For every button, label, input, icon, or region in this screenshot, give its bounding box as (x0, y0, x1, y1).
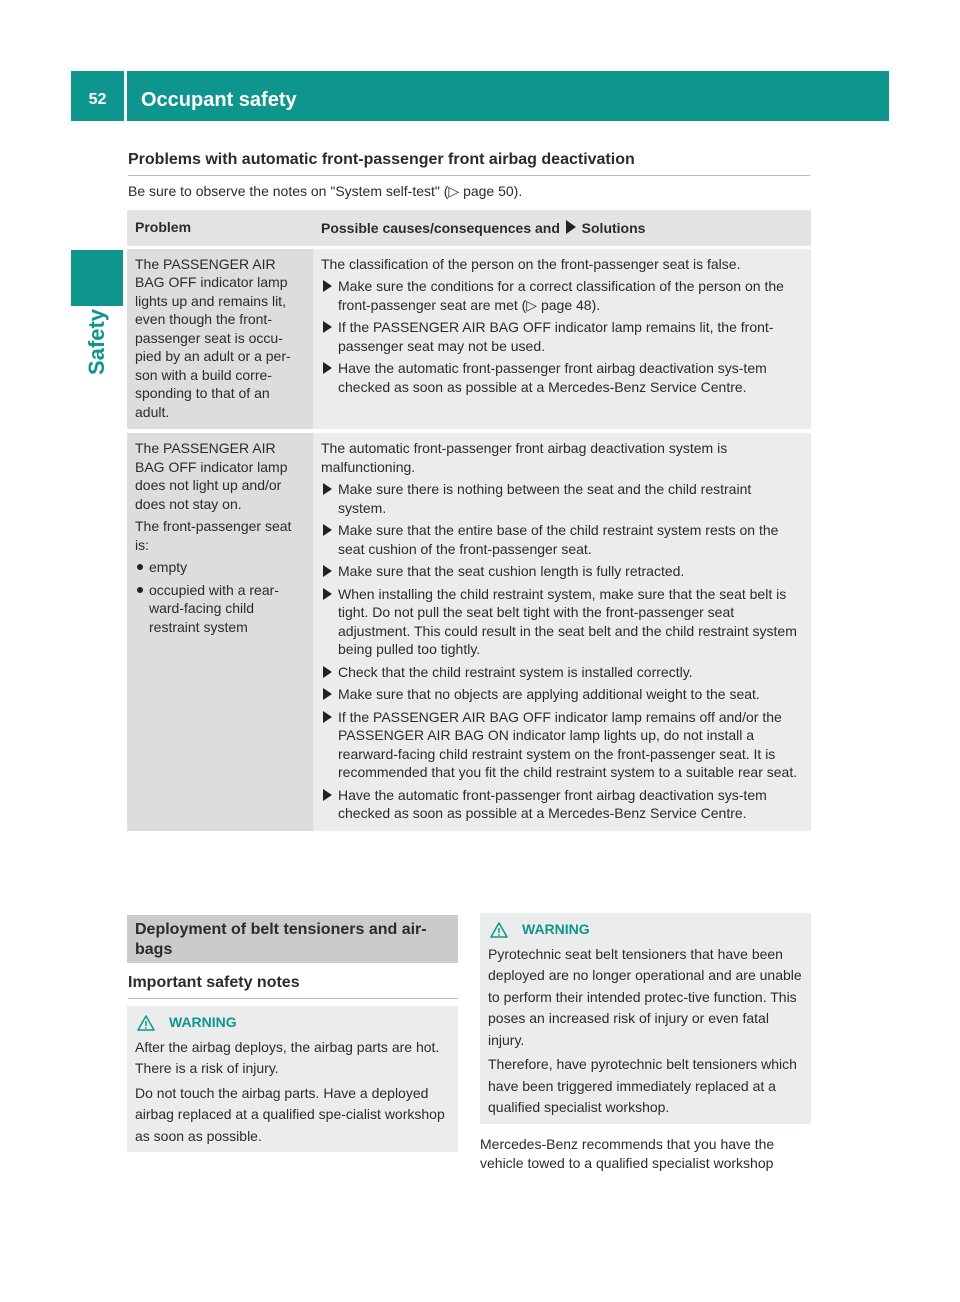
page-title: Problems with automatic front-passenger front airbag deactivation (128, 151, 810, 176)
solution-item (321, 685, 803, 704)
table-row (127, 433, 811, 831)
col-header-causes-text: Possible causes/consequences and (321, 220, 560, 236)
solution-cell (313, 433, 811, 831)
solution-text: Check that the child restraint system is installed correctly. (338, 663, 693, 680)
problem-text: The PASSENGER AIR BAG OFF indicator lamp does not light up and/or does not stay on. (135, 440, 288, 512)
solution-item (321, 277, 803, 314)
warning-triangle-icon (137, 1015, 155, 1031)
side-tab-marker (71, 250, 123, 306)
solution-cell (313, 247, 811, 429)
solution-item (321, 480, 803, 517)
warning-paragraph: After the airbag deploys, the airbag parts are hot. There is a risk of injury. (135, 1038, 440, 1076)
col-header-problem: Problem (127, 210, 313, 247)
side-label: Safety (84, 308, 109, 376)
warning-paragraph: Do not touch the airbag parts. Have a deployed airbag replaced at a qualified spe-cialist workshop as soon as possible. (135, 1084, 445, 1144)
col-header-solutions-text: Solutions (581, 220, 646, 236)
problem-text: The PASSENGER AIR BAG OFF indicator lamp lights up and remains lit, even though the front-passenger seat is occu-pied by an adult or a per-son with a build corre-sponding to that of an adult. (135, 255, 291, 420)
col-header-causes (313, 210, 811, 247)
bullet-icon (137, 587, 143, 593)
solution-text: When installing the child restraint system, make sure that the seat belt is tight. Do not pull the seat belt tight with the front-passenger seat adjustment. This could result in the seat belt and the child restraint system being pulled too tightly. (338, 585, 797, 657)
solution-text: If the PASSENGER AIR BAG OFF indicator lamp remains lit, the front-passenger seat may not be used. (338, 319, 774, 354)
warning-label: WARNING (522, 921, 590, 937)
arrow-icon (323, 483, 332, 495)
section-heading: Deployment of belt tensioners and air-bags (135, 921, 427, 958)
bullet-text: occupied with a rear-ward-facing child restraint system (149, 581, 279, 635)
solution-text: If the PASSENGER AIR BAG OFF indicator lamp remains off and/or the PASSENGER AIR BAG ON indicator lamp lights up, do not install a rearward-facing child restraint system on the front-passenger seat. It is recommended that you fit the child restraint system to a suitable rear seat. (338, 708, 798, 780)
solution-item (321, 521, 803, 558)
problem-cell (127, 433, 313, 831)
solution-text: Make sure that the seat cushion length is fully retracted. (338, 563, 685, 579)
warning-paragraph: Therefore, have pyrotechnic belt tensioners which have been triggered immediately replaced at a qualified specialist workshop. (488, 1056, 797, 1115)
cause-text: The classification of the person on the front-passenger seat is false. (321, 255, 741, 272)
solution-text: Make sure there is nothing between the seat and the child restraint system. (338, 481, 752, 516)
arrow-icon (323, 280, 332, 292)
bullet-item (135, 581, 305, 637)
table-row (127, 247, 811, 429)
arrow-icon (323, 666, 332, 678)
arrow-icon (323, 711, 332, 723)
solution-text: Have the automatic front-passenger front airbag deactivation sys-tem checked as soon as possible at a Mercedes-Benz Service Centre. (338, 786, 767, 821)
cause-text: The automatic front-passenger front airbag deactivation system is malfunctioning. (321, 440, 728, 475)
section-heading-box (127, 915, 458, 963)
intro-text: Be sure to observe the notes on "System self-test" (▷ page 50). (128, 183, 523, 199)
arrow-icon (323, 321, 332, 333)
arrow-icon (323, 588, 332, 600)
warning-label: WARNING (169, 1014, 237, 1030)
warning-paragraph: Pyrotechnic seat belt tensioners that have been deployed are no longer operational and are unable to perform their intended protec-tive function. This poses an increased risk of injury or even fatal injury. (488, 945, 802, 1048)
arrow-icon (323, 362, 332, 374)
subsection-heading: Important safety notes (128, 974, 458, 999)
problem-table (127, 210, 811, 831)
solution-text: Make sure that no objects are applying additional weight to the seat. (338, 686, 760, 702)
arrow-icon (323, 565, 332, 577)
solution-item (321, 708, 803, 782)
bullet-icon (137, 564, 143, 570)
solution-text: Have the automatic front-passenger front airbag deactivation sys-tem checked as soon as possible at a Mercedes-Benz Service Centre. (338, 360, 767, 395)
problem-cell (127, 247, 313, 429)
solution-text: Make sure that the entire base of the child restraint system rests on the seat cushion of the front-passenger seat. (338, 522, 779, 557)
warning-box (480, 913, 811, 1124)
warning-heading (488, 919, 803, 941)
warning-box (127, 1006, 458, 1152)
arrow-icon (323, 789, 332, 801)
arrow-icon (323, 524, 332, 536)
arrow-icon (566, 220, 576, 234)
solution-item (321, 359, 803, 396)
body-paragraph: Mercedes-Benz recommends that you have the vehicle towed to a qualified specialist workshop (480, 1136, 775, 1171)
solution-item (321, 663, 803, 682)
page-number: 52 (88, 91, 107, 108)
page-header-bar (71, 71, 889, 121)
warning-heading (135, 1012, 450, 1034)
solution-item (321, 585, 803, 659)
arrow-icon (323, 688, 332, 700)
problem-text: The front-passenger seat is: (135, 518, 292, 553)
section-title: Occupant safety (141, 89, 297, 111)
solution-item (321, 318, 803, 355)
warning-triangle-icon (490, 922, 508, 938)
table-header-row (127, 210, 811, 247)
solution-text: Make sure the conditions for a correct classification of the person on the front-passenger seat are met (▷ page 48). (338, 278, 784, 313)
solution-item (321, 786, 803, 823)
header-divider (124, 71, 127, 121)
bullet-text: empty (149, 559, 188, 575)
solution-item (321, 562, 803, 581)
bullet-item (135, 558, 305, 577)
